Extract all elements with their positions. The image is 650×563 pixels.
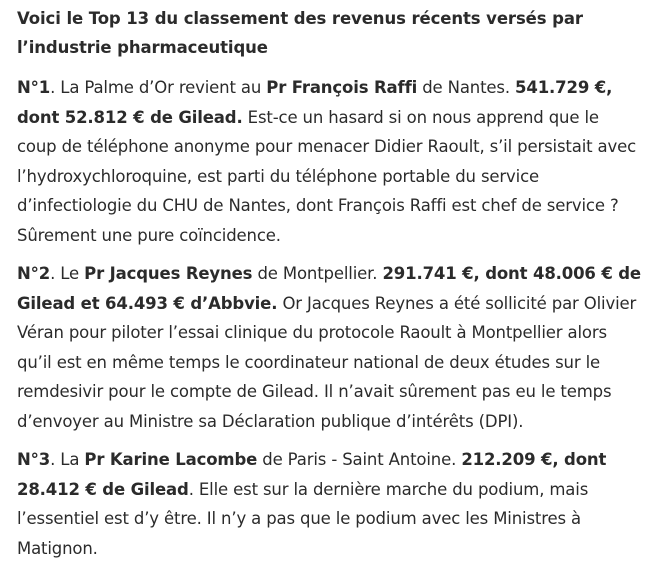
entry-name: Pr Karine Lacombe — [84, 450, 258, 469]
entry-rank: N°2 — [17, 264, 51, 283]
entry-comment: Est-ce un hasard si on nous apprend que le coup de téléphone anonyme pour menacer Didier Raoult, s’il persistait avec l’hydroxychloroquine, est parti du téléphone portable du service d’infectiologie du CHU de Nantes, dont François Raffi est chef de service ? Sûrement une pure coïncidence. — [17, 107, 637, 245]
entry-name: Pr Jacques Reynes — [84, 264, 253, 283]
entry-amount: 212.209 €, dont 28.412 € de Gilead — [17, 450, 607, 499]
entry-comment: . Elle est sur la dernière marche du podium, mais l’essentiel est d’y être. Il n’y a pas que le podium avec les Ministres à Matignon. — [17, 479, 589, 558]
entry-intro: . La Palme d’Or revient au — [50, 78, 267, 97]
entry-amount: 291.741 €, dont 48.006 € de Gilead et 64.493 € d’Abbvie. — [17, 264, 641, 313]
ranking-entry-2 — [17, 259, 642, 436]
entry-place: de Montpellier. — [252, 264, 383, 283]
article-heading: Voici le Top 13 du classement des revenus récents versés par l’industrie pharmaceutique — [17, 9, 583, 57]
entry-intro: . Le — [50, 264, 85, 283]
entry-comment: Or Jacques Reynes a été sollicité par Olivier Véran pour piloter l’essai clinique du protocole Raoult à Montpellier alors qu’il est en même temps le coordinateur national de deux études sur le remdesivir pour le compte de Gilead. Il n’avait sûrement pas eu le temps d’envoyer au Ministre sa Déclaration publique d’intérêts (DPI). — [17, 293, 637, 431]
ranking-entry-1 — [17, 73, 642, 250]
entry-rank: N°1 — [17, 78, 51, 97]
entry-place: de Paris - Saint Antoine. — [257, 450, 462, 469]
ranking-entry-3 — [17, 445, 642, 563]
entry-place: de Nantes. — [417, 78, 516, 97]
entry-amount: 541.729 €, dont 52.812 € de Gilead. — [17, 78, 613, 127]
entry-rank: N°3 — [17, 450, 51, 469]
entry-name: Pr François Raffi — [266, 78, 418, 97]
entry-intro: . La — [50, 450, 85, 469]
